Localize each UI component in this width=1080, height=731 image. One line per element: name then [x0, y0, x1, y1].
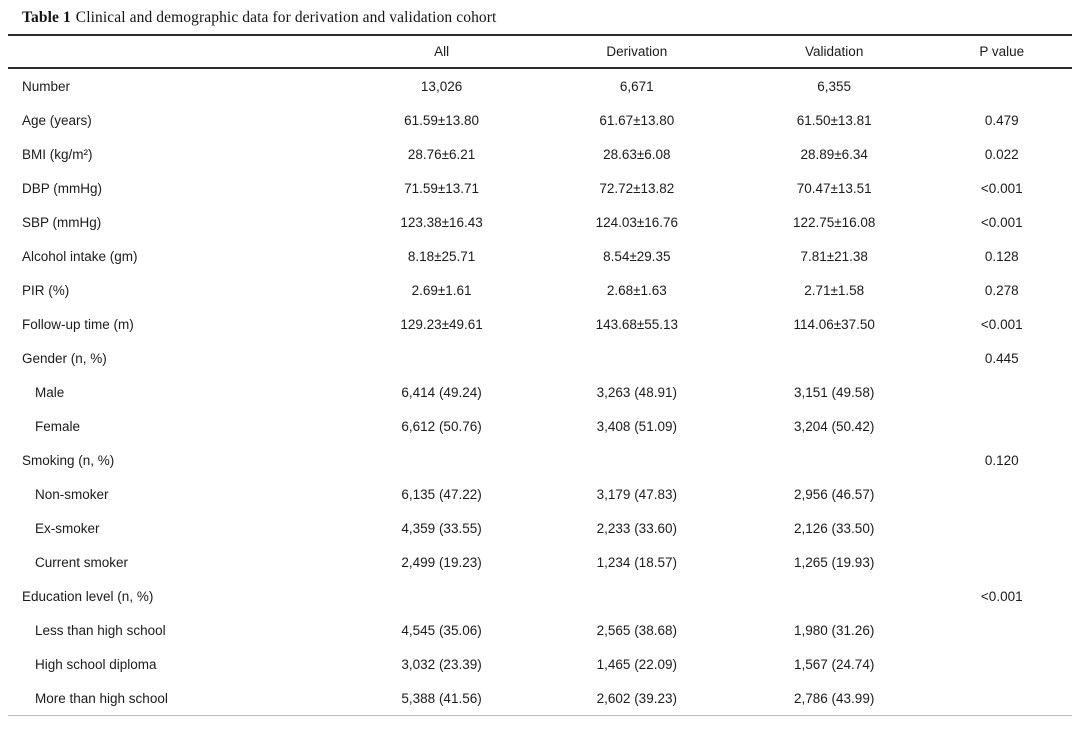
table-row: [8, 443, 1072, 477]
validation-value-cell: [737, 579, 932, 613]
row-label-cell: Education level (n, %): [22, 588, 154, 604]
row-label-cell: PIR (%): [22, 282, 70, 298]
derivation-value-cell: [537, 579, 737, 613]
all-value-cell: [346, 341, 536, 375]
p-value-cell: [932, 68, 1072, 103]
header-cell-derivation: Derivation: [537, 35, 737, 68]
header-cell-empty: [8, 35, 346, 68]
table-row: [8, 647, 1072, 681]
header-cell-pvalue: P value: [932, 35, 1072, 68]
table-title-text: Clinical and demographic data for derivation and validation cohort: [75, 9, 497, 26]
all-value-cell: [346, 443, 536, 477]
p-value-cell: <0.001: [980, 180, 1023, 196]
all-value-cell: 28.76±6.21: [407, 146, 476, 162]
table-row: [8, 681, 1072, 716]
row-label-cell: Smoking (n, %): [22, 452, 115, 468]
derivation-value-cell: 1,234 (18.57): [596, 554, 677, 570]
header-cell-validation: Validation: [737, 35, 932, 68]
row-label-cell: Non-smoker: [35, 486, 109, 502]
derivation-value-cell: 72.72±13.82: [599, 180, 675, 196]
paper-table-page: [8, 0, 1072, 716]
table-row: [8, 137, 1072, 171]
p-value-cell: [932, 409, 1072, 443]
all-value-cell: [346, 579, 536, 613]
clinical-demographic-table: [8, 34, 1072, 716]
all-value-cell: 2.69±1.61: [411, 282, 472, 298]
derivation-value-cell: 3,408 (51.09): [596, 418, 677, 434]
all-value-cell: 6,414 (49.24): [401, 384, 482, 400]
p-value-cell: <0.001: [980, 588, 1023, 604]
table-row: [8, 307, 1072, 341]
validation-value-cell: 28.89±6.34: [800, 146, 868, 162]
table-row: [8, 613, 1072, 647]
all-value-cell: 129.23±49.61: [400, 316, 483, 332]
derivation-value-cell: 2,233 (33.60): [596, 520, 677, 536]
row-label-cell: Less than high school: [35, 622, 166, 638]
table-row: [8, 103, 1072, 137]
all-value-cell: 6,135 (47.22): [401, 486, 482, 502]
p-value-cell: [932, 477, 1072, 511]
validation-value-cell: 114.06±37.50: [793, 316, 875, 332]
row-label-cell: DBP (mmHg): [22, 180, 103, 196]
validation-value-cell: 1,567 (24.74): [794, 656, 875, 672]
header-row: [8, 35, 1072, 68]
p-value-cell: 0.120: [984, 452, 1019, 468]
p-value-cell: [932, 545, 1072, 579]
p-value-cell: <0.001: [980, 316, 1023, 332]
validation-value-cell: 1,980 (31.26): [794, 622, 875, 638]
all-value-cell: 8.18±25.71: [407, 248, 476, 264]
validation-value-cell: 3,151 (49.58): [794, 384, 875, 400]
row-label-cell: Alcohol intake (gm): [22, 248, 138, 264]
row-label-cell: Male: [35, 384, 65, 400]
validation-value-cell: 6,355: [817, 78, 852, 94]
validation-value-cell: 122.75±16.08: [792, 214, 876, 230]
p-value-cell: 0.128: [984, 248, 1019, 264]
table-header: [8, 35, 1072, 68]
p-value-cell: 0.445: [984, 350, 1019, 366]
validation-value-cell: 70.47±13.51: [796, 180, 872, 196]
p-value-cell: 0.278: [984, 282, 1019, 298]
derivation-value-cell: [537, 443, 737, 477]
derivation-value-cell: 28.63±6.08: [603, 146, 671, 162]
all-value-cell: 4,359 (33.55): [401, 520, 482, 536]
derivation-value-cell: 2,602 (39.23): [596, 690, 677, 706]
derivation-value-cell: [537, 341, 737, 375]
validation-value-cell: 2.71±1.58: [804, 282, 865, 298]
validation-value-cell: [737, 341, 932, 375]
row-label-cell: Female: [35, 418, 81, 434]
table-row: [8, 375, 1072, 409]
p-value-cell: <0.001: [980, 214, 1023, 230]
table-number-label: Table 1: [22, 9, 71, 26]
validation-value-cell: 3,204 (50.42): [794, 418, 875, 434]
p-value-cell: [932, 511, 1072, 545]
all-value-cell: 61.59±13.80: [404, 112, 480, 128]
derivation-value-cell: 3,179 (47.83): [596, 486, 677, 502]
derivation-value-cell: 6,671: [619, 78, 654, 94]
all-value-cell: 2,499 (19.23): [401, 554, 482, 570]
p-value-cell: [932, 647, 1072, 681]
row-label-cell: High school diploma: [35, 656, 157, 672]
p-value-cell: 0.479: [984, 112, 1019, 128]
all-value-cell: 4,545 (35.06): [401, 622, 482, 638]
table-row: [8, 273, 1072, 307]
derivation-value-cell: 2,565 (38.68): [596, 622, 677, 638]
derivation-value-cell: 8.54±29.35: [603, 248, 671, 264]
p-value-cell: [932, 375, 1072, 409]
derivation-value-cell: 1,465 (22.09): [596, 656, 677, 672]
table-row: [8, 579, 1072, 613]
table-row: [8, 341, 1072, 375]
validation-value-cell: 61.50±13.81: [796, 112, 872, 128]
derivation-value-cell: 2.68±1.63: [606, 282, 667, 298]
validation-value-cell: 1,265 (19.93): [794, 554, 875, 570]
row-label-cell: Current smoker: [35, 554, 129, 570]
validation-value-cell: 2,786 (43.99): [794, 690, 875, 706]
all-value-cell: 3,032 (23.39): [401, 656, 482, 672]
p-value-cell: [932, 681, 1072, 716]
table-row: [8, 545, 1072, 579]
header-cell-all: All: [346, 35, 536, 68]
derivation-value-cell: 61.67±13.80: [599, 112, 675, 128]
derivation-value-cell: 124.03±16.76: [595, 214, 679, 230]
all-value-cell: 71.59±13.71: [404, 180, 480, 196]
derivation-value-cell: 3,263 (48.91): [596, 384, 677, 400]
all-value-cell: 5,388 (41.56): [401, 690, 482, 706]
table-body: [8, 68, 1072, 716]
validation-value-cell: 7.81±21.38: [800, 248, 868, 264]
derivation-value-cell: 143.68±55.13: [595, 316, 679, 332]
validation-value-cell: 2,956 (46.57): [794, 486, 875, 502]
table-row: [8, 477, 1072, 511]
table-row: [8, 239, 1072, 273]
table-caption: [8, 0, 1072, 34]
table-row: [8, 409, 1072, 443]
validation-value-cell: 2,126 (33.50): [794, 520, 875, 536]
validation-value-cell: [737, 443, 932, 477]
table-row: [8, 205, 1072, 239]
table-row: [8, 511, 1072, 545]
row-label-cell: Ex-smoker: [35, 520, 100, 536]
row-label-cell: More than high school: [35, 690, 168, 706]
table-row: [8, 171, 1072, 205]
row-label-cell: Follow-up time (m): [22, 316, 134, 332]
row-label-cell: Age (years): [22, 112, 92, 128]
all-value-cell: 123.38±16.43: [400, 214, 483, 230]
row-label-cell: BMI (kg/m²): [22, 146, 93, 162]
row-label-cell: Gender (n, %): [22, 350, 107, 366]
row-label-cell: SBP (mmHg): [22, 214, 102, 230]
all-value-cell: 13,026: [420, 78, 463, 94]
table-row: [8, 68, 1072, 103]
all-value-cell: 6,612 (50.76): [401, 418, 482, 434]
p-value-cell: [932, 613, 1072, 647]
row-label-cell: Number: [22, 78, 71, 94]
p-value-cell: 0.022: [984, 146, 1019, 162]
